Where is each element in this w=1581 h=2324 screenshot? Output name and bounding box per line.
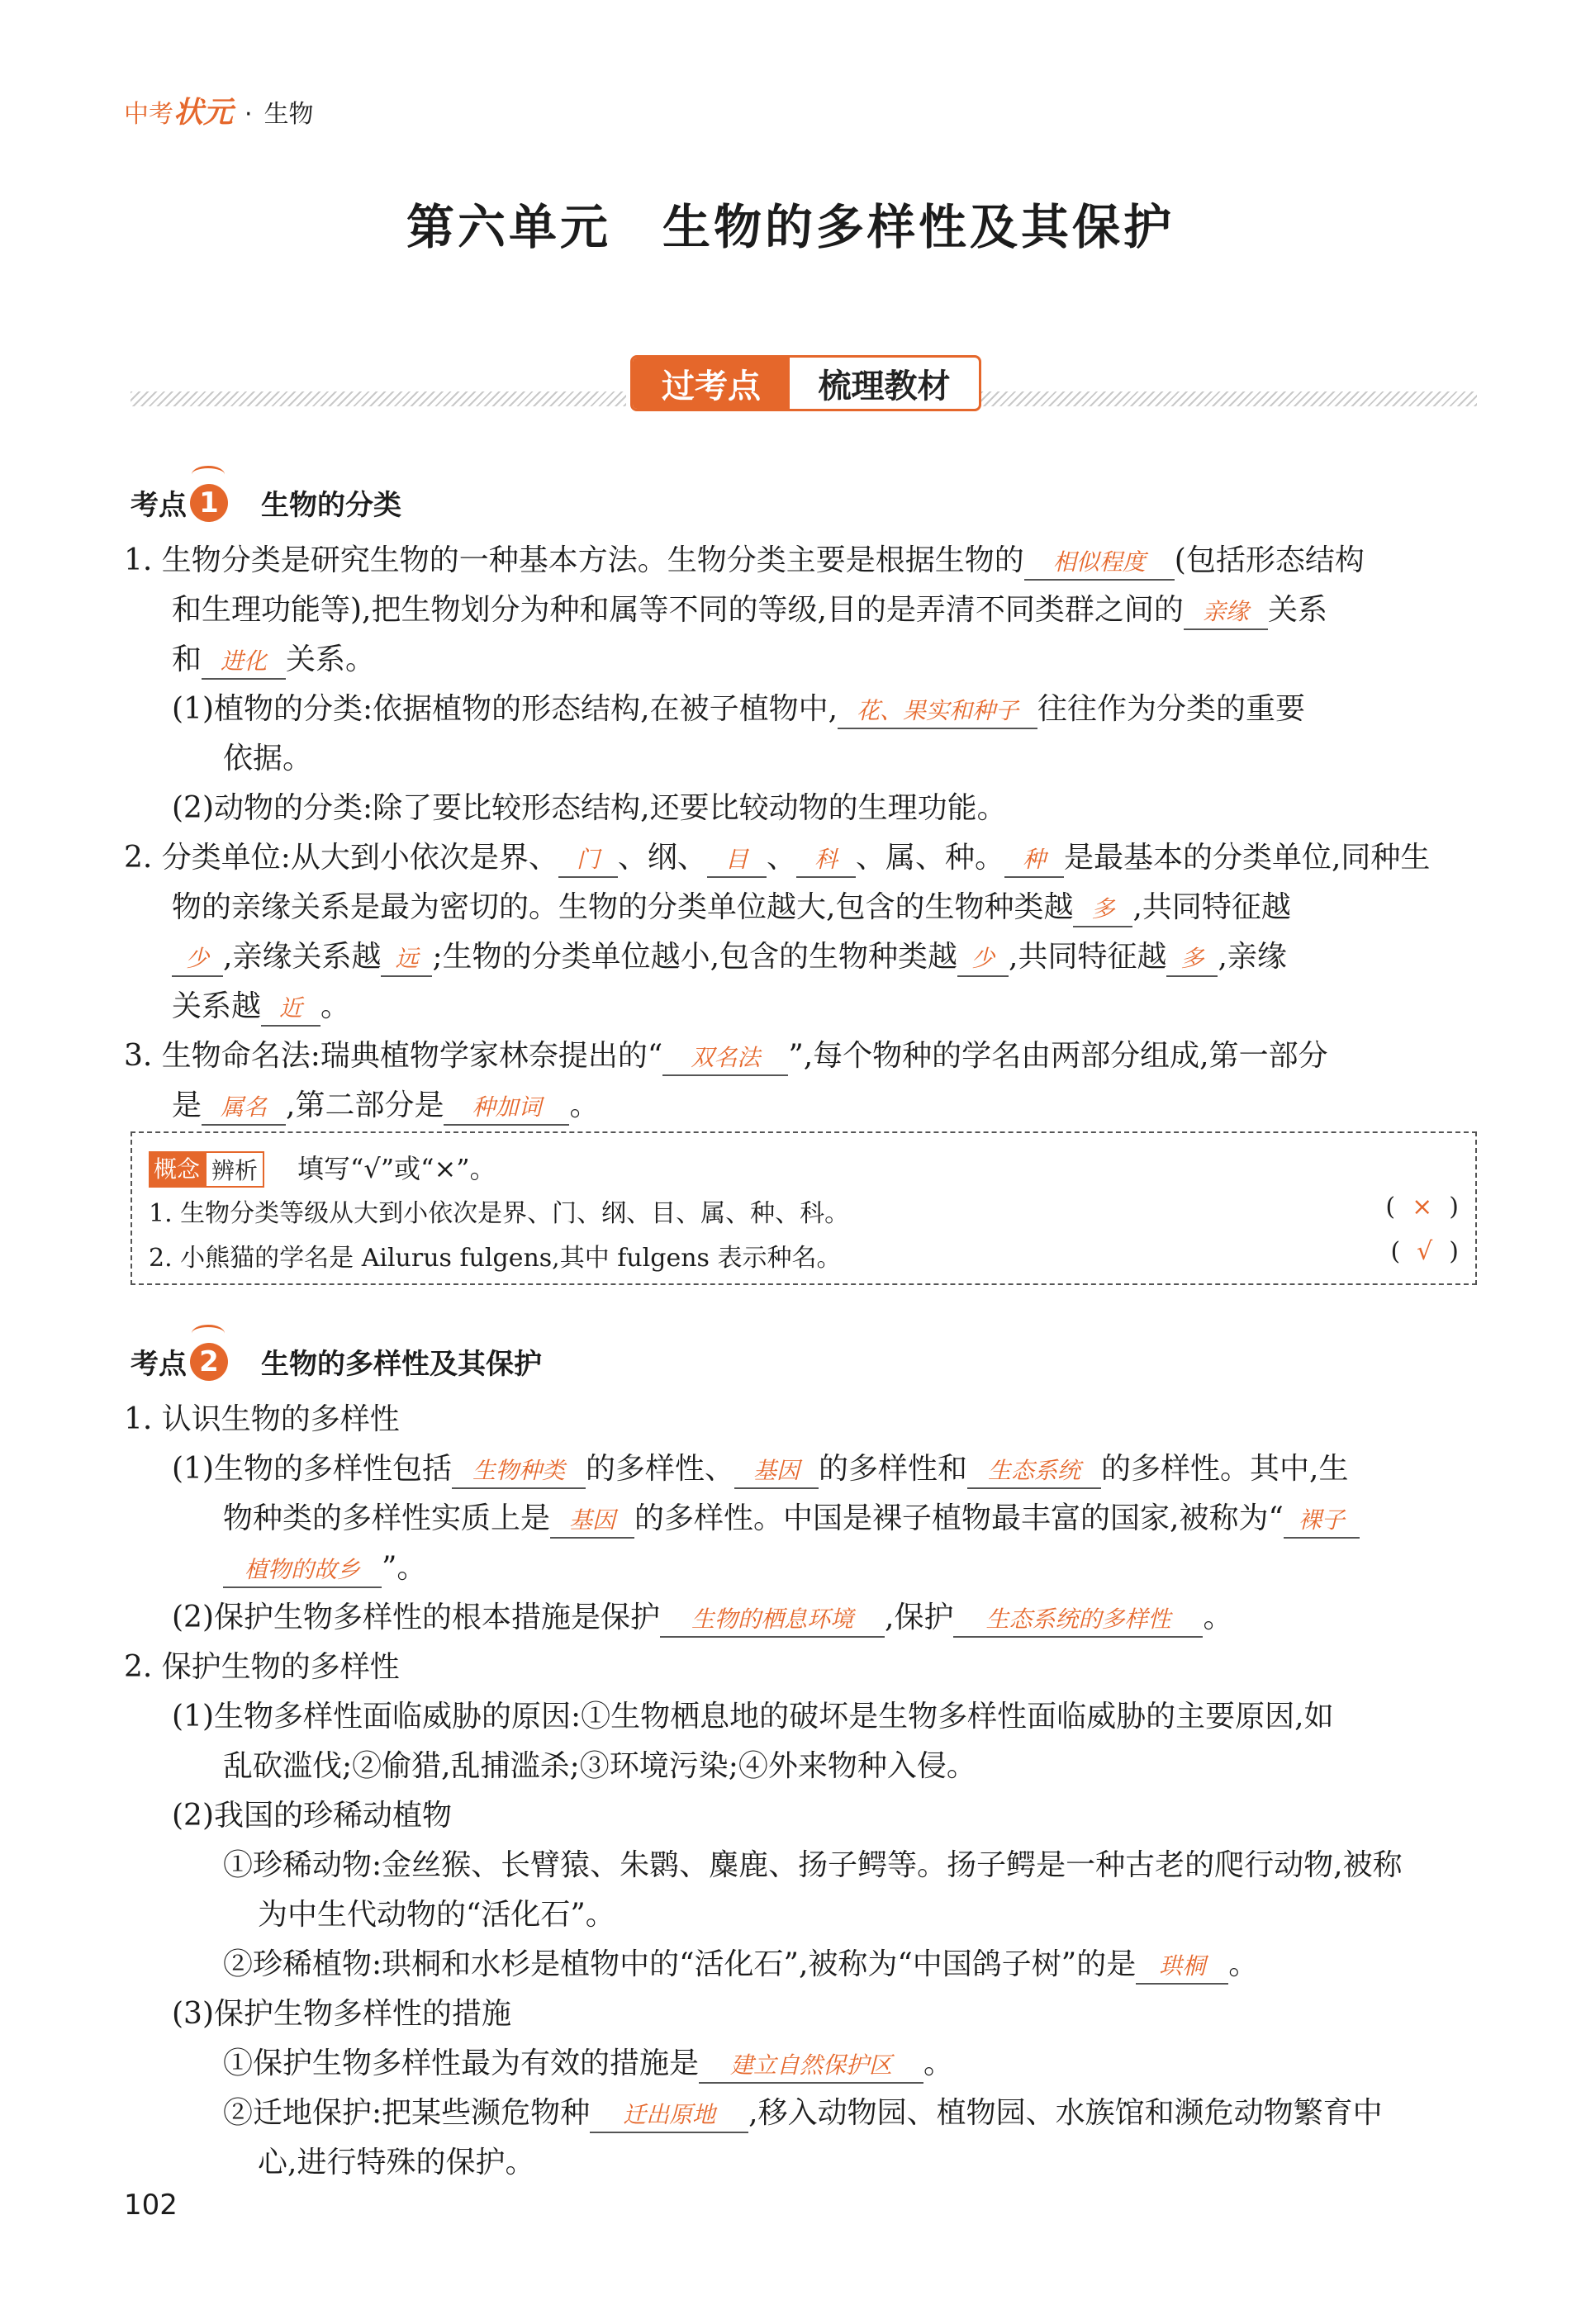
- concept-item-2: 2. 小熊猫的学名是 Ailurus fulgens,其中 fulgens 表示种名。: [149, 1244, 842, 1273]
- s2-line-1: (1)生物的多样性包括 生物种类 的多样性、 基因 的多样性和 生态系统 的多样性。其中,生: [172, 1445, 1348, 1493]
- concept-item-1: 1. 生物分类等级从大到小依次是界、门、纲、目、属、种、科。: [149, 1199, 850, 1228]
- s1-line-4: (1)植物的分类:依据植物的形态结构,在被子植物中, 花、果实和种子 往往作为分类的重要: [172, 685, 1305, 733]
- answer-blank: 生态系统的多样性: [953, 1603, 1203, 1638]
- concept-instruction: 填写“√”或“×”。: [297, 1153, 496, 1184]
- answer-blank: 远: [381, 942, 432, 977]
- s2-line-10: ②珍稀植物:珙桐和水杉是植物中的“活化石”,被称为“中国鸽子树”的是 珙桐 。: [223, 1941, 1258, 1989]
- banner-box: [630, 355, 981, 411]
- hatch-right: [981, 391, 1477, 406]
- banner-right: 梳理教材: [818, 367, 951, 406]
- s1-line-3: 和 进化 关系。: [172, 636, 375, 684]
- s2-line-9: 为中生代动物的“活化石”。: [258, 1898, 615, 1932]
- answer-blank: 进化: [202, 645, 286, 680]
- kaodian-1-heading: [131, 482, 401, 523]
- answer-blank: 生物的栖息环境: [660, 1603, 885, 1638]
- s1-line-10: 关系越 近 。: [172, 983, 350, 1031]
- section-banner: [131, 355, 1477, 413]
- answer-blank: 门: [558, 843, 618, 878]
- kaodian-label: 考点: [131, 489, 187, 522]
- s1-line-11: 3. 生物命名法:瑞典植物学家林奈提出的“ 双名法 ”,每个物种的学名由两部分组成,第一部分: [124, 1032, 1328, 1080]
- answer-blank: 多: [1166, 942, 1218, 977]
- answer-blank: 生态系统: [967, 1454, 1101, 1489]
- s1-line-6: (2)动物的分类:除了要比较形态结构,还要比较动物的生理功能。: [172, 791, 1007, 825]
- answer-blank: 珙桐: [1136, 1950, 1228, 1985]
- kaodian-number: 1: [190, 484, 228, 522]
- s1-line-9: 少 ,亲缘关系越 远 ;生物的分类单位越小,包含的生物种类越 少 ,共同特征越 多 ,亲缘: [172, 933, 1287, 981]
- kaodian-number: 2: [190, 1343, 228, 1381]
- s1-line-5: 依据。: [223, 742, 313, 775]
- s1-line-1: 1. 生物分类是研究生物的一种基本方法。生物分类主要是根据生物的 相似程度 (包括形态结构: [124, 537, 1365, 585]
- answer-blank: 近: [261, 992, 320, 1027]
- s2-line-11: (3)保护生物多样性的措施: [172, 1997, 511, 2031]
- s2-line-5: (1)生物多样性面临威胁的原因:①生物栖息地的破坏是生物多样性面临威胁的主要原因,如: [172, 1700, 1334, 1734]
- s1-line-8: 物的亲缘关系是最为密切的。生物的分类单位越大,包含的生物种类越 多 ,共同特征越: [172, 884, 1291, 932]
- kaodian-title: 生物的多样性及其保护: [261, 1348, 542, 1381]
- s1-line-2: 和生理功能等),把生物划分为种和属等不同的等级,目的是弄清不同类群之间的 亲缘 关系: [172, 586, 1327, 634]
- s2-line-2: 物种类的多样性实质上是 基因 的多样性。中国是裸子植物最丰富的国家,被称为“ 裸子: [223, 1495, 1360, 1543]
- brand-a: 中考: [124, 100, 173, 129]
- answer-blank: 生物种类: [452, 1454, 586, 1489]
- s2-line-3: 植物的故乡 ”。: [223, 1544, 426, 1592]
- header-dot: ·: [245, 100, 253, 129]
- answer-blank: 属名: [202, 1091, 286, 1126]
- answer-blank: 裸子: [1284, 1504, 1360, 1539]
- header-subject: 生物: [264, 100, 314, 129]
- answer-blank: 少: [172, 942, 223, 977]
- answer-blank: 建立自然保护区: [699, 2049, 923, 2084]
- answer-blank: 双名法: [662, 1041, 788, 1076]
- s2-line-13: ②迁地保护:把某些濒危物种 迁出原地 ,移入动物园、植物园、水族馆和濒危动物繁育中: [223, 2089, 1383, 2137]
- concept-answer-2: ( √ ): [1390, 1237, 1459, 1266]
- concept-tag: 概念 辨析: [149, 1151, 264, 1188]
- brand-b: 状元: [173, 96, 234, 130]
- header-brand: [124, 89, 314, 131]
- s1-line-7: 2. 分类单位:从大到小依次是界、 门 、纲、 目 、 科 、属、种。 种 是最基本的分类单位,同种生: [124, 834, 1430, 882]
- s2-heading-2: 2. 保护生物的多样性: [124, 1650, 400, 1684]
- s2-line-8: ①珍稀动物:金丝猴、长臂猿、朱鹮、麋鹿、扬子鳄等。扬子鳄是一种古老的爬行动物,被称: [223, 1848, 1403, 1882]
- answer-blank: 目: [707, 843, 767, 878]
- s2-line-6: 乱砍滥伐;②偷猎,乱捕滥杀;③环境污染;④外来物种入侵。: [223, 1749, 976, 1783]
- answer-blank: 基因: [550, 1504, 634, 1539]
- unit-title: 第六单元 生物的多样性及其保护: [406, 199, 1175, 255]
- s1-line-12: 是 属名 ,第二部分是 种加词 。: [172, 1082, 599, 1130]
- hatch-left: [131, 391, 626, 406]
- s2-line-14: 心,进行特殊的保护。: [258, 2146, 535, 2179]
- concept-box: [131, 1131, 1477, 1285]
- s2-line-12: ①保护生物多样性最为有效的措施是 建立自然保护区 。: [223, 2040, 953, 2088]
- answer-blank: 相似程度: [1024, 546, 1175, 581]
- kaodian-2-heading: [131, 1341, 542, 1382]
- concept-answer-1: ( × ): [1385, 1193, 1459, 1221]
- answer-blank: 花、果实和种子: [838, 695, 1037, 729]
- answer-blank: 种加词: [444, 1091, 569, 1126]
- answer-blank: 科: [796, 843, 856, 878]
- answer-blank: 少: [957, 942, 1009, 977]
- answer-blank: 亲缘: [1184, 595, 1268, 630]
- s2-line-4: (2)保护生物多样性的根本措施是保护 生物的栖息环境 ,保护 生态系统的多样性 。: [172, 1594, 1232, 1642]
- answer-blank: 多: [1073, 893, 1132, 927]
- banner-left: 过考点: [633, 358, 790, 409]
- answer-blank: 迁出原地: [590, 2099, 748, 2133]
- answer-blank: 种: [1004, 843, 1064, 878]
- page-number: 102: [124, 2189, 178, 2222]
- answer-blank: 植物的故乡: [223, 1553, 382, 1588]
- s2-heading-1: 1. 认识生物的多样性: [124, 1402, 400, 1436]
- kaodian-label: 考点: [131, 1348, 187, 1381]
- s2-line-7: (2)我国的珍稀动植物: [172, 1799, 452, 1833]
- answer-blank: 基因: [734, 1454, 819, 1489]
- kaodian-title: 生物的分类: [261, 489, 401, 522]
